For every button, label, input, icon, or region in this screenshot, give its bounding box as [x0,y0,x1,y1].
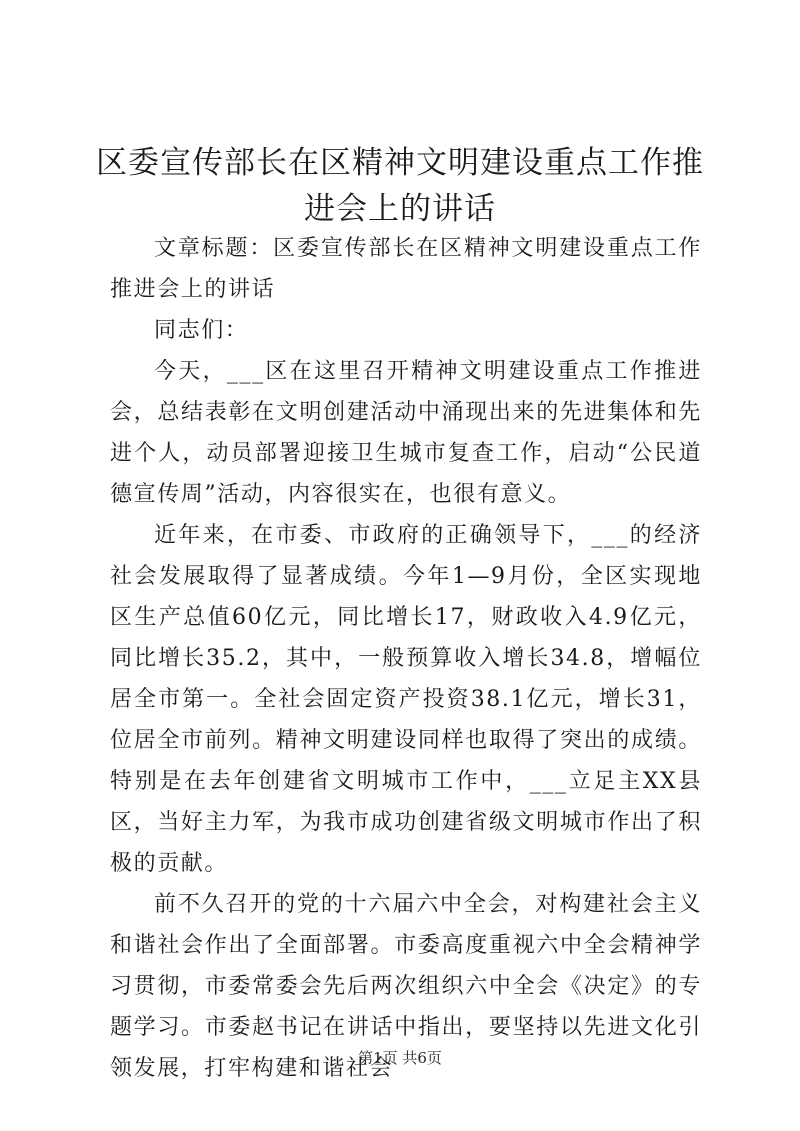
paragraph-achievements: 近年来，在市委、市政府的正确领导下，___的经济社会发展取得了显著成绩。今年1—9月份，全区实现地区生产总值60亿元，同比增长17，财政收入4.9亿元，同比增长35.2，其中，一般预算收入增长34.8，增幅位居全市第一。全社会固定资产投资38.1亿元，增长31，位居全市前列。精神文明建设同样也取得了突出的成绩。特别是在去年创建省文明城市工作中，___立足主XX县区，当好主力军，为我市成功创建省级文明城市作出了积极的贡献。 [110,523,702,876]
document-title: 区委宣传部长在区精神文明建设重点工作推进会上的讲话 [96,145,704,227]
page-footer: 第1页 共6页 [358,1049,442,1067]
document-body [110,228,702,1089]
paragraph-article-title: 文章标题：区委宣传部长在区精神文明建设重点工作推进会上的讲话 [110,236,702,302]
paragraph-plenary: 前不久召开的党的十六届六中全会，对构建社会主义和谐社会作出了全面部署。市委高度重视六中全会精神学习贯彻，市委常委会先后两次组织六中全会《决定》的专题学习。市委赵书记在讲话中指出，要坚持以先进文化引领发展，打牢构建和谐社会 [110,892,702,1081]
paragraph-opening: 今天，___区在这里召开精神文明建设重点工作推进会，总结表彰在文明创建活动中涌现出来的先进集体和先进个人，动员部署迎接卫生城市复查工作，启动“公民道德宣传周”活动，内容很实在，也很有意义。 [110,359,702,507]
paragraph-salutation: 同志们： [154,318,249,343]
